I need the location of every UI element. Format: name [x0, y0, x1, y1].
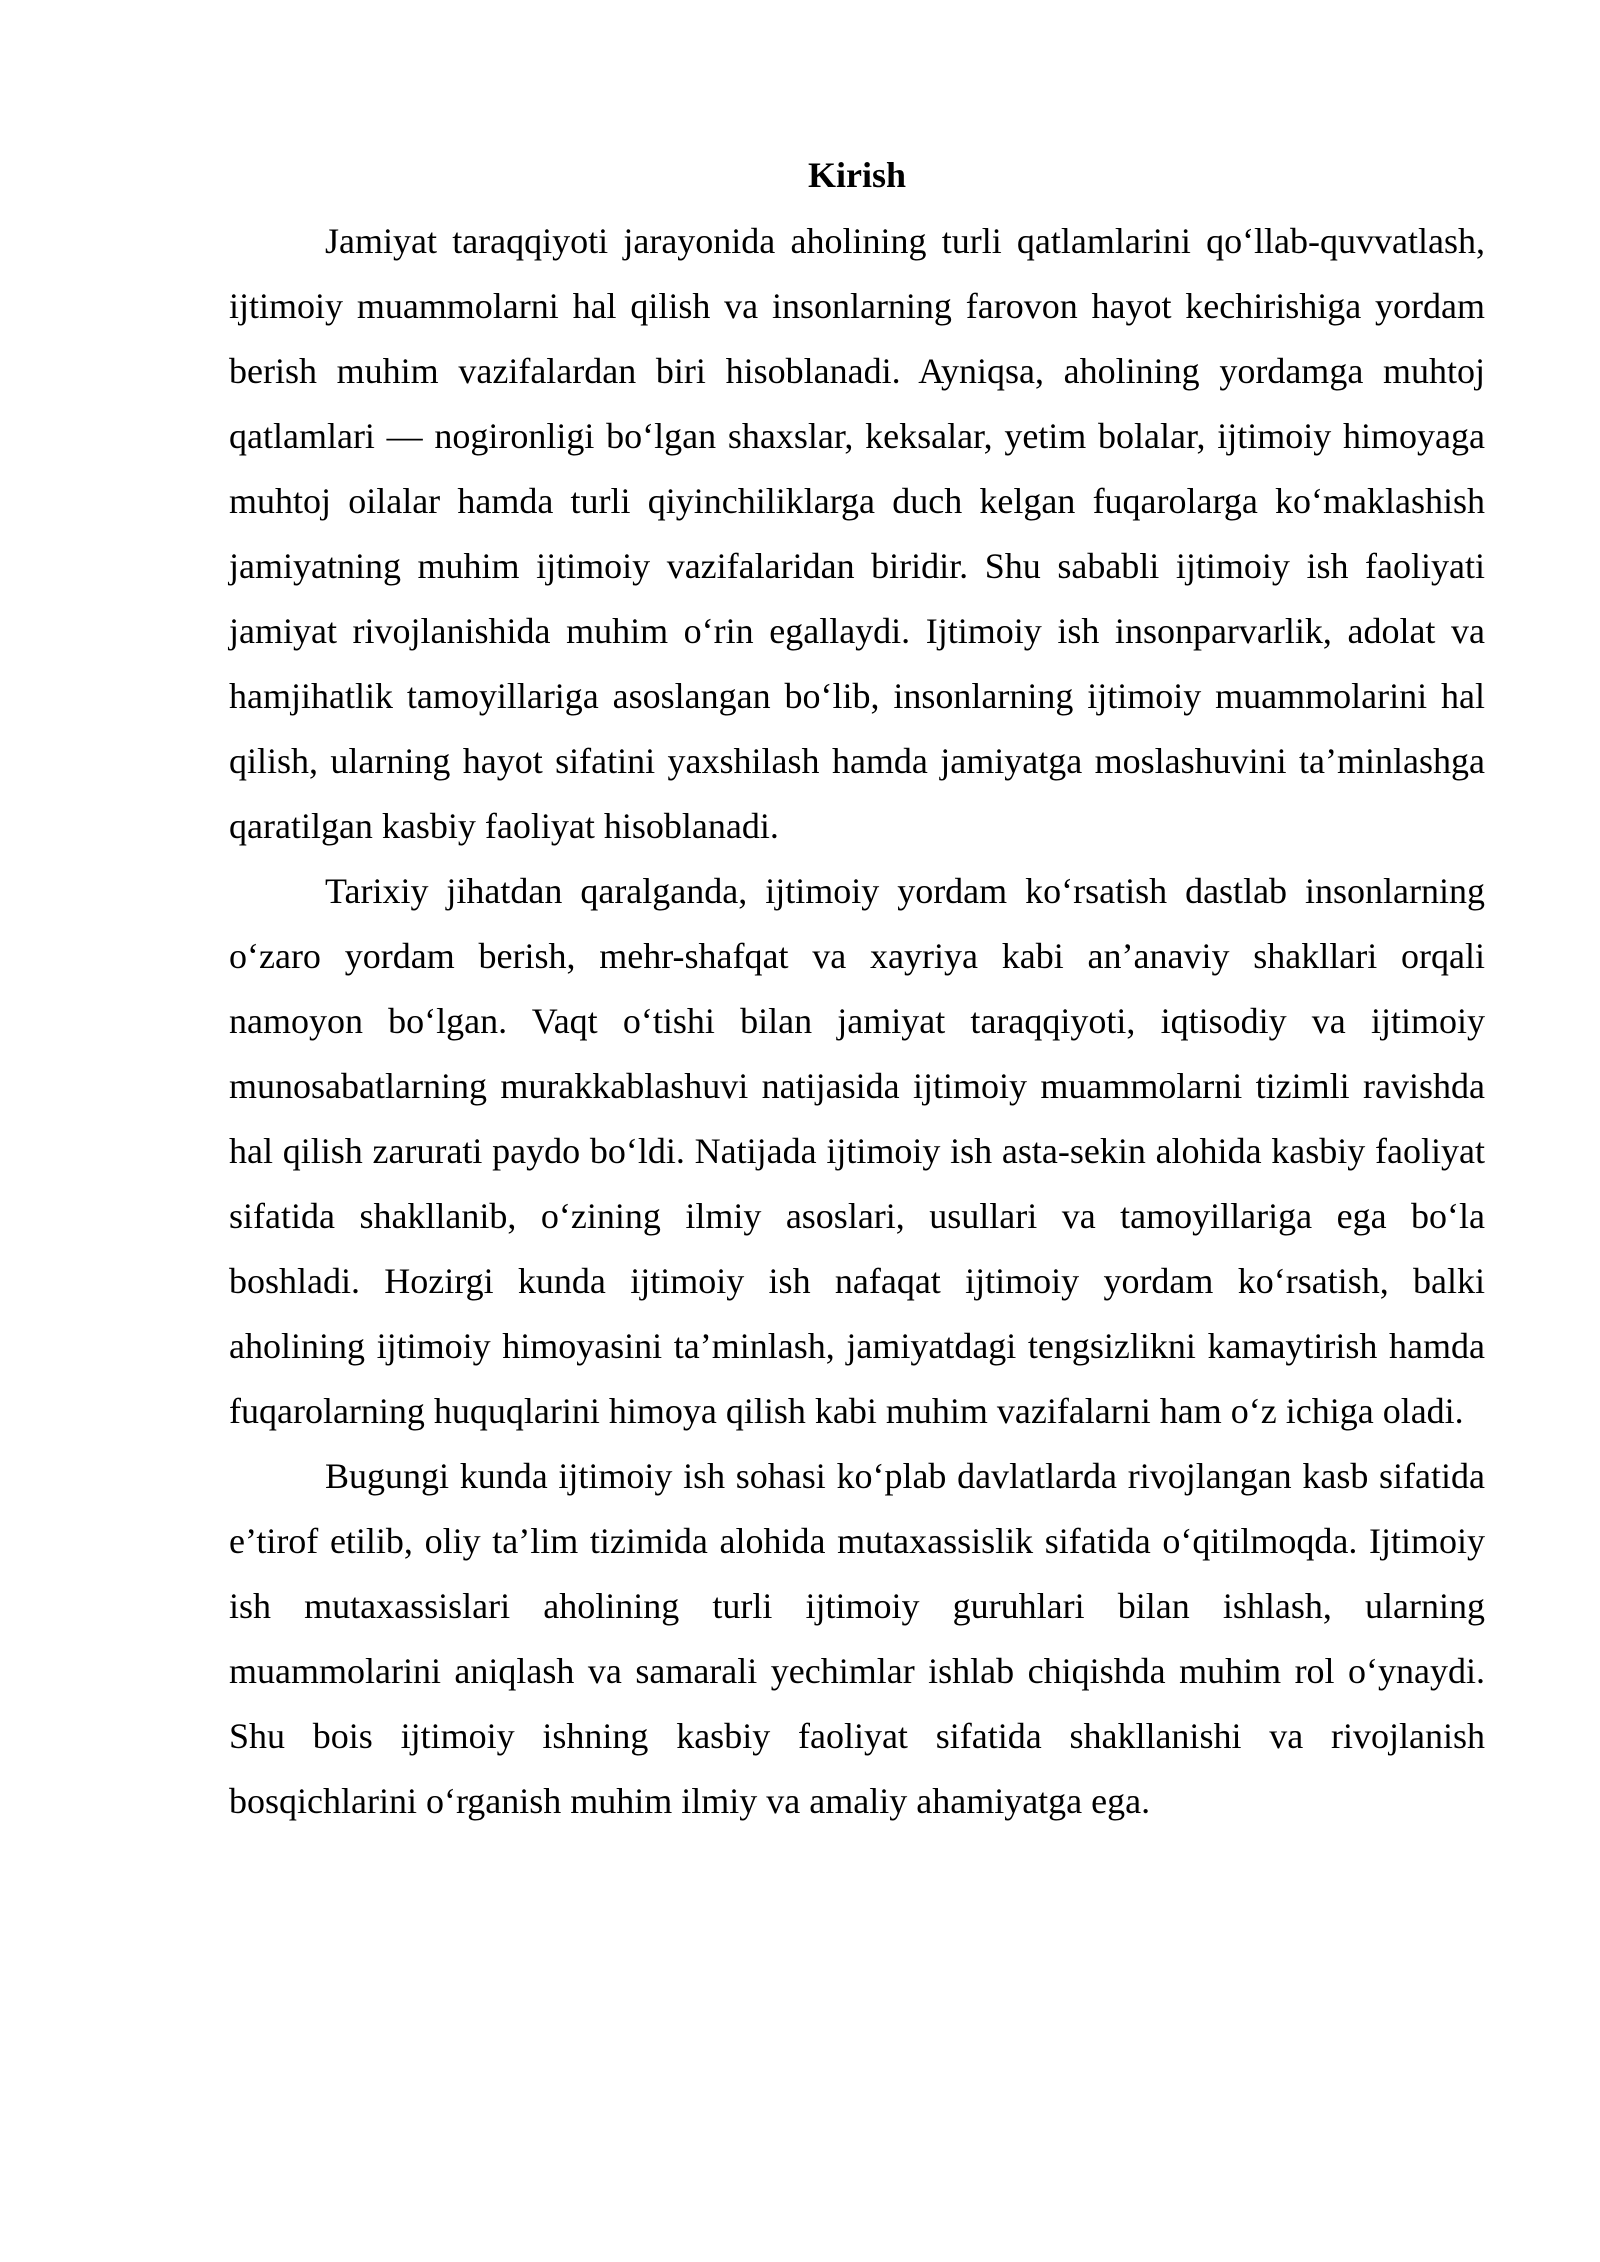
section-heading: Kirish — [807, 155, 906, 195]
document-page — [229, 148, 1485, 1834]
paragraph-2: Tarixiy jihatdan qaralganda, ijtimoiy yordam ko‘rsatish dastlab insonlarning o‘zaro yordam berish, mehr-shafqat va xayriya kabi an’anaviy shakllari orqali namoyon bo‘lgan. Vaqt o‘tishi bilan jamiyat taraqqiyoti, iqtisodiy va ijtimoiy munosabatlarning murakkablashuvi natijasida ijtimoiy muammolarni tizimli ravishda hal qilish zarurati paydo bo‘ldi. Natijada ijtimoiy ish asta-sekin alohida kasbiy faoliyat sifatida shakllanib, o‘zining ilmiy asoslari, usullari va tamoyillariga ega bo‘la boshladi. Hozirgi kunda ijtimoiy ish nafaqat ijtimoiy yordam ko‘rsatish, balki aholining ijtimoiy himoyasini ta’minlash, jamiyatdagi tengsizlikni kamaytirish hamda fuqarolarning huquqlarini himoya qilish kabi muhim vazifalarni ham o‘z ichiga oladi. — [229, 871, 1485, 1431]
paragraph-1: Jamiyat taraqqiyoti jarayonida aholining turli qatlamlarini qo‘llab-quvvatlash, ijtimoiy muammolarni hal qilish va insonlarning farovon hayot kechirishiga yordam berish muhim vazifalardan biri hisoblanadi. Ayniqsa, aholining yordamga muhtoj qatlamlari — nogironligi bo‘lgan shaxslar, keksalar, yetim bolalar, ijtimoiy himoyaga muhtoj oilalar hamda turli qiyinchiliklarga duch kelgan fuqarolarga ko‘maklashish jamiyatning muhim ijtimoiy vazifalaridan biridir. Shu sababli ijtimoiy ish faoliyati jamiyat rivojlanishida muhim o‘rin egallaydi. Ijtimoiy ish insonparvarlik, adolat va hamjihatlik tamoyillariga asoslangan bo‘lib, insonlarning ijtimoiy muammolarini hal qilish, ularning hayot sifatini yaxshilash hamda jamiyatga moslashuvini ta’minlashga qaratilgan kasbiy faoliyat hisoblanadi. — [229, 221, 1485, 846]
paragraph-3: Bugungi kunda ijtimoiy ish sohasi ko‘plab davlatlarda rivojlangan kasb sifatida e’tirof etilib, oliy ta’lim tizimida alohida mutaxassislik sifatida o‘qitilmoqda. Ijtimoiy ish mutaxassislari aholining turli ijtimoiy guruhlari bilan ishlash, ularning muammolarini aniqlash va samarali yechimlar ishlab chiqishda muhim rol o‘ynaydi. Shu bois ijtimoiy ishning kasbiy faoliyat sifatida shakllanishi va rivojlanish bosqichlarini o‘rganish muhim ilmiy va amaliy ahamiyatga ega. — [229, 1456, 1485, 1821]
